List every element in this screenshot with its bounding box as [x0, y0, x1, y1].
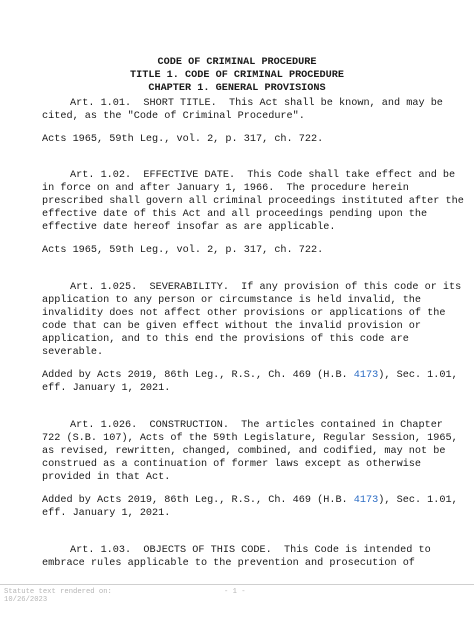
footer-page-number: - 1 -	[224, 588, 246, 596]
article-1-025-line-6: severable.	[42, 347, 104, 358]
article-1-025-added-line-2: eff. January 1, 2021.	[42, 383, 171, 394]
article-1-026-line-4: construed as a continuation of former laws except as otherwise	[42, 459, 422, 470]
article-1-01-history: Acts 1965, 59th Leg., vol. 2, p. 317, ch. 722.	[42, 134, 324, 145]
added-text-start: Added by Acts 2019, 86th Leg., R.S., Ch. 469 (H.B.	[42, 495, 354, 506]
article-1-026-line-5: provided in that Act.	[42, 472, 171, 483]
article-1-026-added-line-2: eff. January 1, 2021.	[42, 508, 171, 519]
added-text-start: Added by Acts 2019, 86th Leg., R.S., Ch. 469 (H.B.	[42, 370, 354, 381]
article-1-01-line-2: cited, as the "Code of Criminal Procedure".	[42, 111, 305, 122]
title-heading: TITLE 1. CODE OF CRIMINAL PROCEDURE	[130, 70, 344, 81]
article-1-025-line-3: invalidity does not affect other provisions or applications of the	[42, 308, 446, 319]
article-1-02-line-4: effective date of this Act and all proceedings pending upon the	[42, 209, 428, 220]
article-1-025-line-5: application, and to this end the provisions of this code are	[42, 334, 409, 345]
article-1-026-line-2: 722 (S.B. 107), Acts of the 59th Legislature, Regular Session, 1965,	[42, 433, 458, 444]
article-1-02-line-3: prescribed shall govern all criminal proceedings instituted after the	[42, 196, 464, 207]
article-1-025-line-2: application to any person or circumstance is held invalid, the	[42, 295, 422, 306]
article-1-01-line-1: Art. 1.01. SHORT TITLE. This Act shall be known, and may be	[70, 98, 443, 109]
chapter-heading: CHAPTER 1. GENERAL PROVISIONS	[148, 83, 326, 94]
code-title: CODE OF CRIMINAL PROCEDURE	[157, 57, 317, 68]
article-1-026-line-3: as revised, rewritten, changed, combined, and codified, may not be	[42, 446, 446, 457]
article-1-026-line-1: Art. 1.026. CONSTRUCTION. The articles contained in Chapter	[70, 420, 443, 431]
footer-rendered-date: 10/26/2023	[4, 596, 48, 604]
added-text-end: ), Sec. 1.01,	[378, 370, 458, 381]
article-1-02-line-2: in force on and after January 1, 1966. The procedure herein	[42, 183, 409, 194]
bill-link-4173[interactable]: 4173	[353, 495, 379, 506]
added-text-end: ), Sec. 1.01,	[378, 495, 458, 506]
article-1-03-line-1: Art. 1.03. OBJECTS OF THIS CODE. This Code is intended to	[70, 545, 431, 556]
article-1-02-line-1: Art. 1.02. EFFECTIVE DATE. This Code shall take effect and be	[70, 170, 456, 181]
article-1-03-line-2: embrace rules applicable to the prevention and prosecution of	[42, 558, 415, 569]
article-1-02-line-5: effective date hereof insofar as are applicable.	[42, 222, 336, 233]
bill-link-4173[interactable]: 4173	[353, 370, 379, 381]
article-1-025-line-1: Art. 1.025. SEVERABILITY. If any provision of this code or its	[70, 282, 462, 293]
article-1-02-history: Acts 1965, 59th Leg., vol. 2, p. 317, ch. 722.	[42, 245, 324, 256]
footer-divider	[0, 584, 474, 585]
article-1-025-line-4: code that can be given effect without the invalid provision or	[42, 321, 422, 332]
article-1-025-added-line-1	[42, 369, 458, 382]
footer-rendered-label: Statute text rendered on:	[4, 588, 112, 596]
article-1-026-added-line-1	[42, 494, 458, 507]
